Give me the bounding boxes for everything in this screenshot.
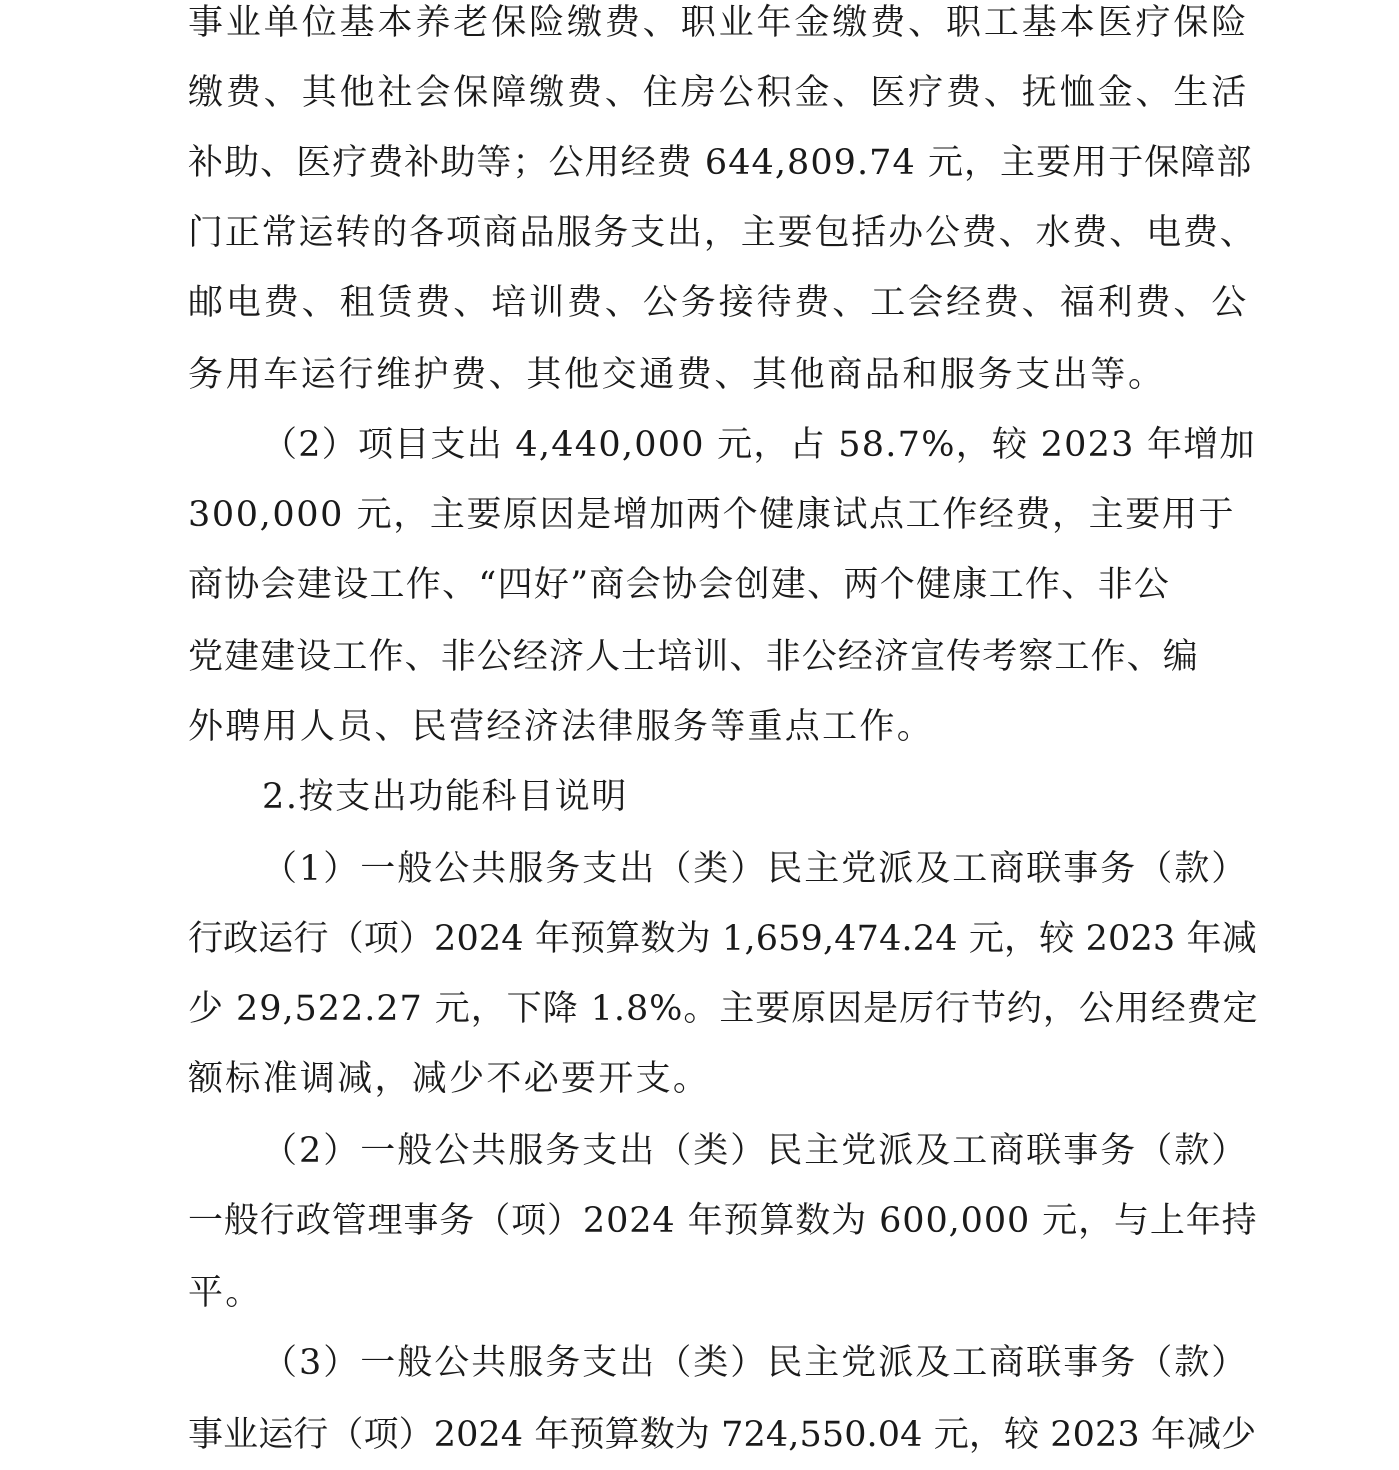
text-line-4: 门正常运转的各项商品服务支出，主要包括办公费、水费、电费、 [188, 213, 1257, 253]
text-line-7: （2）项目支出 4,440,000 元，占 58.7%，较 2023 年增加 [262, 425, 1256, 465]
text-line-2: 缴费、其他社会保障缴费、住房公积金、医疗费、抚恤金、生活 [188, 73, 1250, 113]
text-line-3: 补助、医疗费补助等；公用经费 644,809.74 元，主要用于保障部 [188, 143, 1253, 183]
text-line-15: 少 29,522.27 元，下降 1.8%。主要原因是厉行节约，公用经费定 [188, 989, 1259, 1029]
text-line-19: 平。 [188, 1273, 263, 1313]
text-line-17: （2）一般公共服务支出（类）民主党派及工商联事务（款） [262, 1131, 1249, 1171]
text-line-11: 外聘用人员、民营经济法律服务等重点工作。 [188, 707, 935, 747]
text-line-14: 行政运行（项）2024 年预算数为 1,659,474.24 元，较 2023 年减 [188, 919, 1257, 959]
text-line-20: （3）一般公共服务支出（类）民主党派及工商联事务（款） [262, 1343, 1249, 1383]
text-line-9: 商协会建设工作、“四好”商会协会创建、两个健康工作、非公 [188, 565, 1171, 605]
text-line-21: 事业运行（项）2024 年预算数为 724,550.04 元，较 2023 年减少 [188, 1415, 1257, 1455]
text-line-13: （1）一般公共服务支出（类）民主党派及工商联事务（款） [262, 849, 1249, 889]
text-line-16: 额标准调减，减少不必要开支。 [188, 1059, 711, 1099]
text-line-10: 党建建设工作、非公经济人士培训、非公经济宣传考察工作、编 [188, 637, 1199, 677]
section-heading: 2.按支出功能科目说明 [262, 777, 628, 817]
text-line-18: 一般行政管理事务（项）2024 年预算数为 600,000 元，与上年持 [188, 1201, 1258, 1241]
text-line-6: 务用车运行维护费、其他交通费、其他商品和服务支出等。 [188, 355, 1166, 395]
text-line-8: 300,000 元，主要原因是增加两个健康试点工作经费，主要用于 [188, 495, 1236, 535]
text-line-1: 事业单位基本养老保险缴费、职业年金缴费、职工基本医疗保险 [188, 3, 1250, 43]
text-line-5: 邮电费、租赁费、培训费、公务接待费、工会经费、福利费、公 [188, 283, 1250, 323]
